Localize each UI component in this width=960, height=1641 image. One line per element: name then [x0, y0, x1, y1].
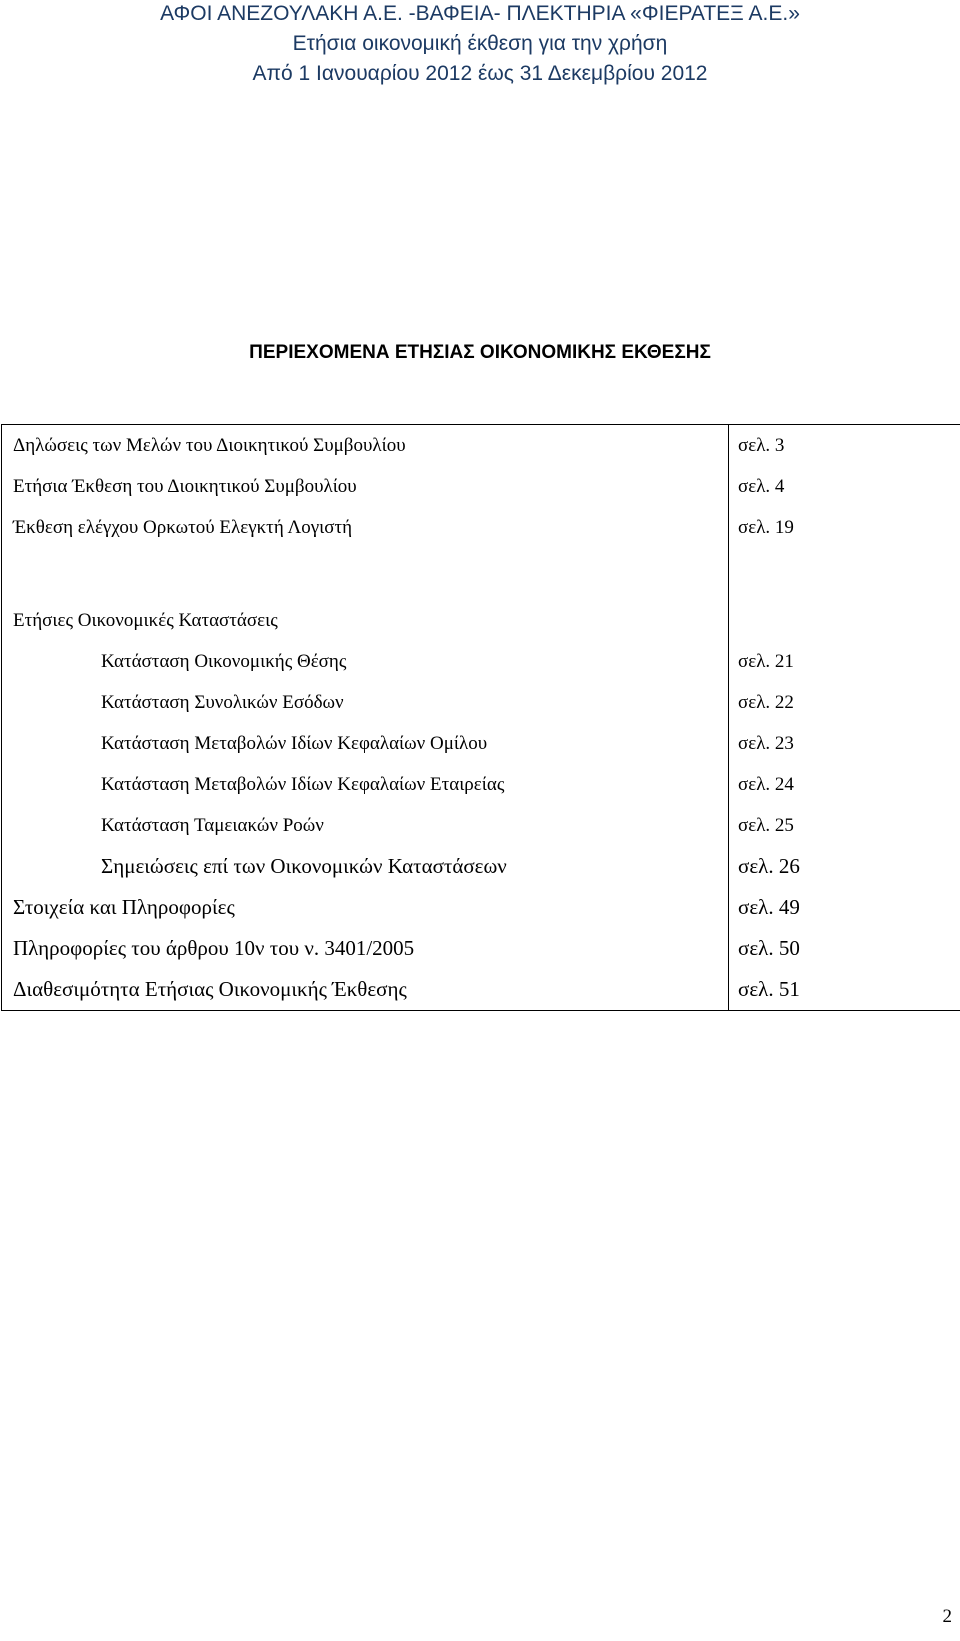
toc-entry-label: Κατάσταση Οικονομικής Θέσης: [2, 641, 729, 682]
toc-entry-label: Ετήσια Έκθεση του Διοικητικού Συμβουλίου: [2, 466, 729, 507]
toc-entry-page: σελ. 49: [729, 887, 960, 928]
toc-entry-label: Κατάσταση Μεταβολών Ιδίων Κεφαλαίων Ομίλου: [2, 723, 729, 764]
toc-entry-label: Διαθεσιμότητα Ετήσιας Οικονομικής Έκθεσης: [2, 969, 729, 1011]
report-period: Από 1 Ιανουαρίου 2012 έως 31 Δεκεμβρίου 2012: [252, 62, 708, 85]
toc-entry-label: Κατάσταση Συνολικών Εσόδων: [2, 682, 729, 723]
toc-entry-page: σελ. 25: [729, 805, 960, 846]
toc-row: [2, 466, 960, 507]
toc-entry-page: σελ. 3: [729, 425, 960, 467]
toc-entry-page: σελ. 26: [729, 846, 960, 887]
toc-row: [2, 928, 960, 969]
toc-row: [2, 641, 960, 682]
toc-section-label: Ετήσιες Οικονομικές Καταστάσεις: [2, 600, 729, 641]
page-number: 2: [942, 1606, 952, 1627]
toc-entry-label: Δηλώσεις των Μελών του Διοικητικού Συμβουλίου: [2, 425, 729, 467]
toc-row: [2, 682, 960, 723]
toc-entry-page: σελ. 51: [729, 969, 960, 1011]
toc-entry-label: Έκθεση ελέγχου Ορκωτού Ελεγκτή Λογιστή: [2, 507, 729, 548]
toc-entry-label: Στοιχεία και Πληροφορίες: [2, 887, 729, 928]
company-name: ΑΦΟΙ ΑΝΕΖΟΥΛΑΚΗ Α.Ε. -ΒΑΦΕΙΑ- ΠΛΕΚΤΗΡΙΑ «ΦΙΕΡΑΤΕΞ Α.Ε.»: [160, 2, 800, 25]
toc-entry-page: σελ. 22: [729, 682, 960, 723]
toc-row: [2, 805, 960, 846]
toc-row: [2, 887, 960, 928]
toc-row: [2, 600, 960, 641]
toc-row-blank: [2, 548, 960, 600]
toc-row: [2, 969, 960, 1011]
toc-entry-label: Σημειώσεις επί των Οικονομικών Καταστάσεων: [2, 846, 729, 887]
toc-row: [2, 507, 960, 548]
toc-row: [2, 425, 960, 467]
toc-entry-page: [729, 600, 960, 641]
report-title: Ετήσια οικονομική έκθεση για την χρήση: [292, 32, 668, 55]
toc-entry-page: σελ. 24: [729, 764, 960, 805]
toc-entry-page: σελ. 19: [729, 507, 960, 548]
toc-entry-label: Πληροφορίες του άρθρου 10ν του ν. 3401/2005: [2, 928, 729, 969]
toc-entry-page: [729, 548, 960, 600]
toc-entry-page: σελ. 4: [729, 466, 960, 507]
toc-row: [2, 764, 960, 805]
toc-entry-page: σελ. 21: [729, 641, 960, 682]
toc-entry-label: Κατάσταση Μεταβολών Ιδίων Κεφαλαίων Εταιρείας: [2, 764, 729, 805]
toc-entry-page: σελ. 50: [729, 928, 960, 969]
toc-entry-label: [2, 548, 729, 600]
toc-entry-page: σελ. 23: [729, 723, 960, 764]
table-of-contents: [1, 424, 960, 1011]
toc-entry-label: Κατάσταση Ταμειακών Ροών: [2, 805, 729, 846]
toc-row: [2, 723, 960, 764]
toc-row: [2, 846, 960, 887]
toc-heading: ΠΕΡΙΕΧΟΜΕΝΑ ΕΤΗΣΙΑΣ ΟΙΚΟΝΟΜΙΚΗΣ ΕΚΘΕΣΗΣ: [249, 342, 711, 363]
